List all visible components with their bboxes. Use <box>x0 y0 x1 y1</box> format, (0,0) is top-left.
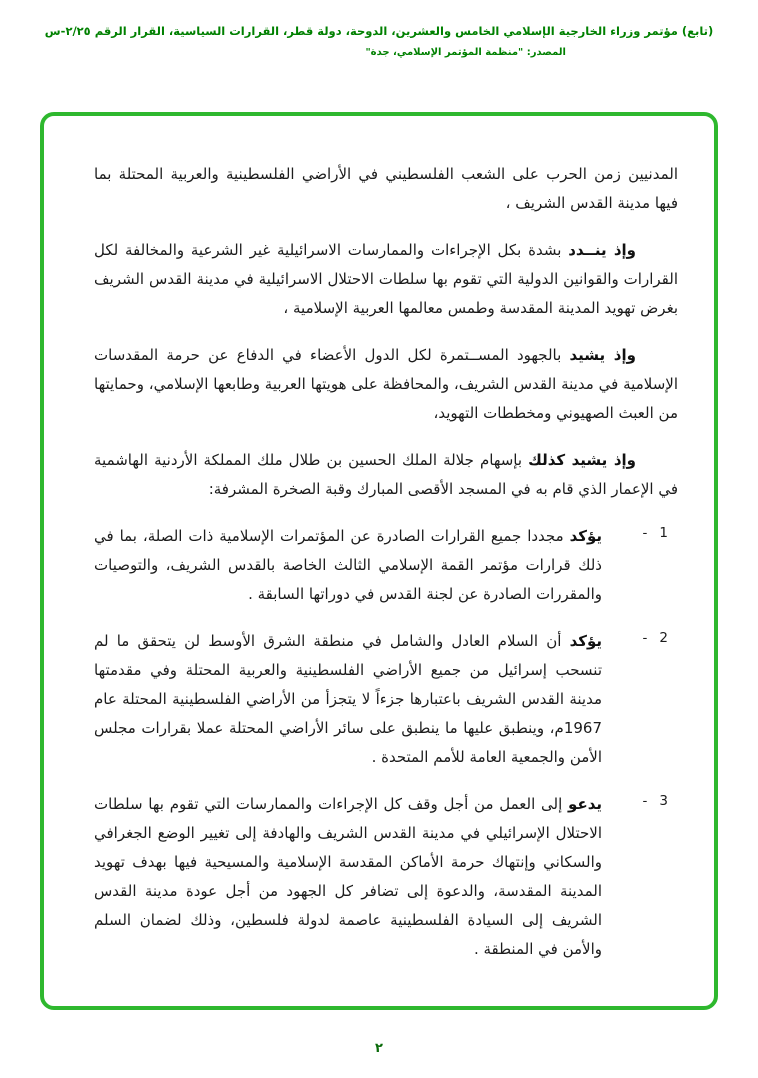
document-header <box>0 0 758 58</box>
item-number-value: 1 <box>659 525 668 541</box>
paragraph-text: بالجهود المســتمرة لكل الدول الأعضاء في الدفاع عن حرمة المقدسات الإسلامية في مدينة القدس الشريف، والمحافظة على هويتها العربية وطابعها الإسلامي، وحمايتها من العبث الصهيوني ومخططات التهويد، <box>94 346 678 422</box>
header-title: (تابع) مؤتمر وزراء الخارجية الإسلامي الخامس والعشرين، الدوحة، دولة قطر، القرارات السياسية، القرار الرقم ٢/٢٥-س <box>44 24 714 38</box>
paragraph <box>94 341 678 428</box>
paragraph-lead: وإذ ينــدد <box>568 241 636 259</box>
list-item <box>94 522 678 609</box>
list-item <box>94 790 678 964</box>
paragraph-text: بإسهام جلالة الملك الحسين بن طلال ملك المملكة الأردنية الهاشمية في الإعمار الذي قام به في المسجد الأقصى المبارك وقبة الصخرة المشرفة: <box>94 451 678 498</box>
paragraph-lead: وإذ يشيد <box>569 346 636 364</box>
item-lead: يؤكد <box>569 632 602 650</box>
resolution-body-box <box>40 112 718 1010</box>
item-number-value: 2 <box>659 630 668 646</box>
paragraph <box>94 446 678 504</box>
item-lead: يدعو <box>568 795 602 813</box>
item-number-value: 3 <box>659 793 668 809</box>
item-text <box>94 522 602 609</box>
item-text <box>94 790 602 964</box>
item-number <box>602 627 678 772</box>
item-text <box>94 627 602 772</box>
paragraph <box>94 160 678 218</box>
item-number <box>602 522 678 609</box>
item-dash: - <box>642 525 648 541</box>
paragraph-lead: وإذ يشيد كذلك <box>528 451 636 469</box>
item-lead: يؤكد <box>569 527 602 545</box>
item-dash: - <box>642 793 648 809</box>
item-number <box>602 790 678 964</box>
header-source: المصدر: "منظمة المؤتمر الإسلامي، جدة" <box>365 47 566 58</box>
paragraph-text: المدنيين زمن الحرب على الشعب الفلسطيني في الأراضي الفلسطينية والعربية المحتلة بما فيها مدينة القدس الشريف ، <box>94 165 678 212</box>
item-body-text: أن السلام العادل والشامل في منطقة الشرق الأوسط لن يتحقق ما لم تنسحب إسرائيل من جميع الأراضي الفلسطينية والعربية المحتلة وفي مقدمتها مدينة القدس الشريف باعتبارها جزءاً لا يتجزأ من الأراضي الفلسطينية المحتلة عام 1967م، وينطبق عليها ما ينطبق على سائر الأراضي المحتلة عملا بقرارات مجلس الأمن والجمعية العامة للأمم المتحدة . <box>94 632 602 766</box>
item-dash: - <box>642 630 648 646</box>
page-number: ٢ <box>375 1041 383 1056</box>
paragraph-text: بشدة بكل الإجراءات والممارسات الاسرائيلية غير الشرعية والمخالفة لكل القرارات والقوانين الدولية التي تقوم بها سلطات الاحتلال الاسرائيلية في مدينة القدس الشريف بغرض تهويد المدينة المقدسة وطمس معالمها العربية الإسلامية ، <box>94 241 678 317</box>
item-body-text: إلى العمل من أجل وقف كل الإجراءات والممارسات التي تقوم بها سلطات الاحتلال الإسرائيلي في مدينة القدس الشريف والهادفة إلى تغيير الوضع الجغرافي والسكاني وإنتهاك حرمة الأماكن المقدسة الإسلامية والمسيحية فيها بهدف تهويد المدينة المقدسة، والدعوة إلى تضافر كل الجهود من أجل عودة مدينة القدس الشريف إلى السيادة الفلسطينية عاصمة لدولة فلسطين، وذلك لضمان السلم والأمن في المنطقة . <box>94 795 602 958</box>
item-body-text: مجددا جميع القرارات الصادرة عن المؤتمرات الإسلامية ذات الصلة، بما في ذلك قرارات مؤتمر القمة الإسلامي الثالث الخاصة بالقدس الشريف، والتوصيات والمقررات الصادرة عن لجنة القدس في دوراتها السابقة . <box>94 527 602 603</box>
paragraph <box>94 236 678 323</box>
numbered-list <box>94 522 678 964</box>
list-item <box>94 627 678 772</box>
